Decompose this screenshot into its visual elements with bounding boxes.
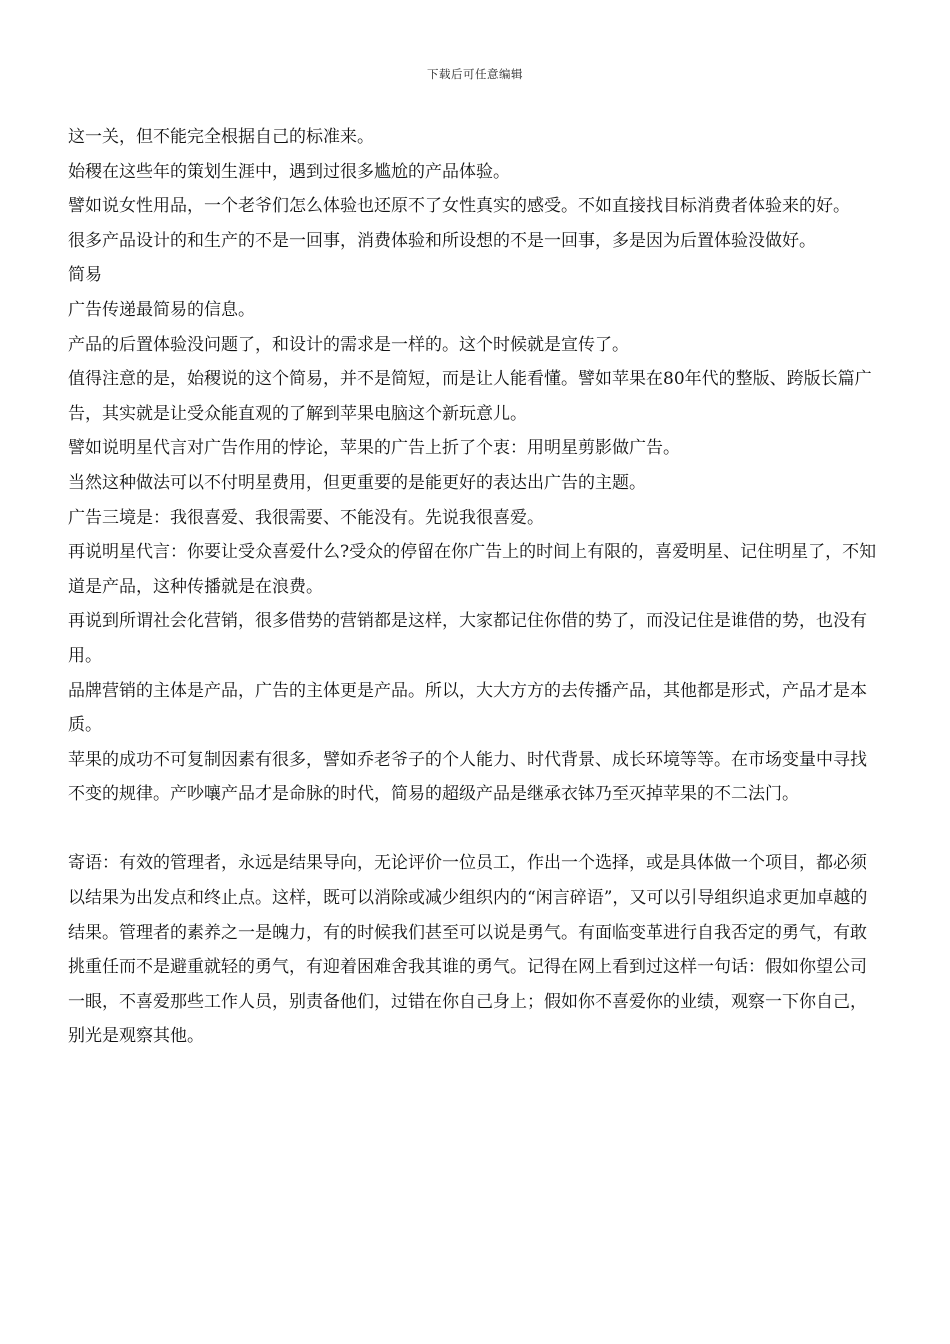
closing-paragraph: 寄语：有效的管理者，永远是结果导向，无论评价一位员工，作出一个选择，或是具体做一个项目，都必须以结果为出发点和终止点。这样，既可以消除或减少组织内的“闲言碎语”，又可以引导组织追求更加卓越的结果。管理者的素养之一是魄力，有的时候我们甚至可以说是勇气。有面临变革进行自我否定的勇气，有敢挑重任而不是避重就轻的勇气，有迎着困难舍我其谁的勇气。记得在网上看到过这样一句话：假如你望公司一眼，不喜爱那些工作人员，别责备他们，过错在你自己身上；假如你不喜爱你的业绩，观察一下你自己，别光是观察其他。 bbox=[68, 853, 868, 1047]
document-body bbox=[68, 120, 883, 1054]
paragraph: 始稷在这些年的策划生涯中，遇到过很多尴尬的产品体验。 bbox=[68, 161, 510, 182]
paragraph: 很多产品设计的和生产的不是一回事，消费体验和所设想的不是一回事，多是因为后置体验没做好。 bbox=[68, 230, 816, 251]
paragraph: 譬如说女性用品，一个老爷们怎么体验也还原不了女性真实的感受。不如直接找目标消费者体验来的好。 bbox=[68, 196, 850, 217]
paragraph: 广告传递最简易的信息。 bbox=[68, 299, 255, 320]
paragraph: 当然这种做法可以不付明星费用，但更重要的是能更好的表达出广告的主题。 bbox=[68, 472, 646, 493]
section-heading: 简易 bbox=[68, 265, 102, 286]
paragraph: 譬如说明星代言对广告作用的悖论，苹果的广告上折了个衷：用明星剪影做广告。 bbox=[68, 438, 680, 459]
paragraph: 再说到所谓社会化营销，很多借势的营销都是这样，大家都记住你借的势了，而没记住是谁借的势，也没有用。 bbox=[68, 611, 867, 666]
paragraph: 品牌营销的主体是产品，广告的主体更是产品。所以，大大方方的去传播产品，其他都是形式，产品才是本质。 bbox=[68, 680, 867, 736]
page-header: 下载后可任意编辑 bbox=[427, 67, 523, 81]
paragraph: 苹果的成功不可复制因素有很多，譬如乔老爷子的个人能力、时代背景、成长环境等等。在市场变量中寻找不变的规律。产吵嚷产品才是命脉的时代，简易的超级产品是继承衣钵乃至灭掉苹果的不二法门。 bbox=[68, 749, 867, 805]
paragraph: 产品的后置体验没问题了，和设计的需求是一样的。这个时候就是宣传了。 bbox=[68, 334, 629, 355]
paragraph: 广告三境是：我很喜爱、我很需要、不能没有。先说我很喜爱。 bbox=[68, 507, 544, 528]
paragraph: 值得注意的是，始稷说的这个简易，并不是简短，而是让人能看懂。譬如苹果在80年代的整版、跨版长篇广告，其实就是让受众能直观的了解到苹果电脑这个新玩意儿。 bbox=[68, 369, 872, 424]
paragraph: 再说明星代言：你要让受众喜爱什么?受众的停留在你广告上的时间上有限的，喜爱明星、记住明星了，不知道是产品，这种传播就是在浪费。 bbox=[68, 542, 877, 597]
blank-line bbox=[68, 812, 883, 847]
paragraph: 这一关，但不能完全根据自己的标准来。 bbox=[68, 127, 374, 147]
